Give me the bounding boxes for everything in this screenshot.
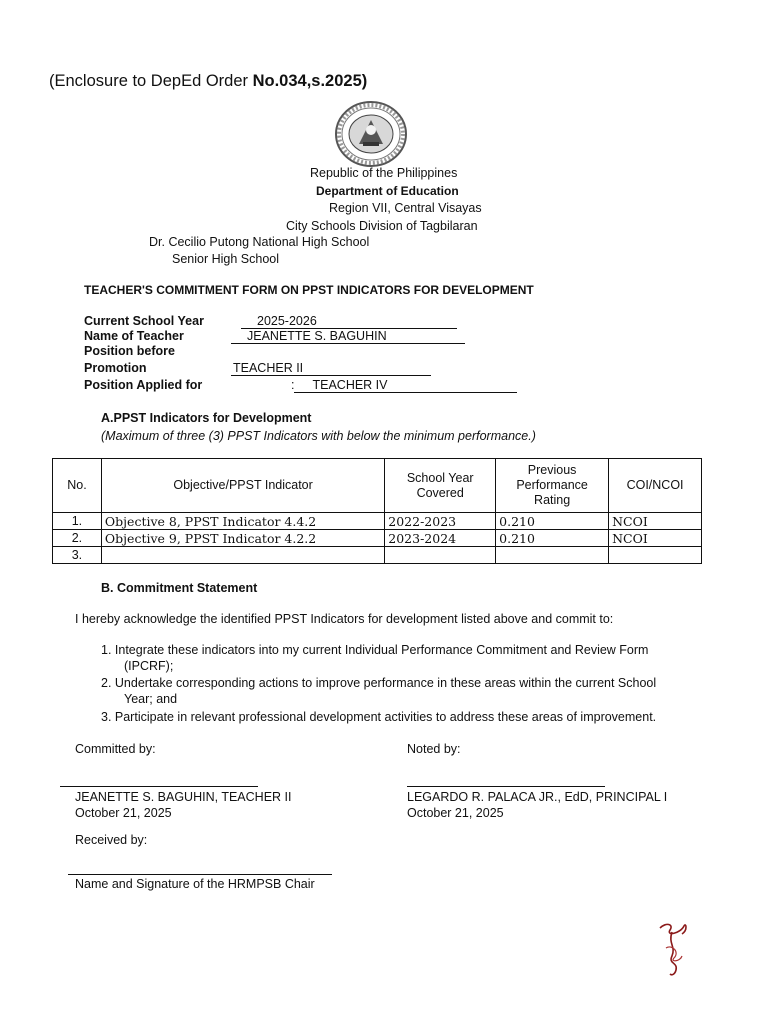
section-b-title: B. Commitment Statement	[101, 581, 258, 595]
position-before-label-2: Promotion	[84, 361, 147, 375]
table-header-row	[53, 459, 702, 513]
commitment-item-2-cont: Year; and	[124, 692, 178, 706]
commitment-intro: I hereby acknowledge the identified PPST Indicators for development listed above and commit to:	[75, 612, 614, 626]
table-row	[53, 530, 702, 547]
row-no: 2.	[53, 530, 102, 547]
handwritten-signature-icon	[654, 918, 694, 978]
row-coi	[609, 547, 702, 564]
noted-date: October 21, 2025	[407, 806, 504, 820]
noted-by-label: Noted by:	[407, 742, 461, 756]
committed-signature-line[interactable]	[60, 786, 258, 787]
teacher-label: Name of Teacher	[84, 329, 184, 343]
row-rating: 0.210	[496, 513, 609, 530]
enclosure-note	[49, 72, 367, 91]
received-by-label: Received by:	[75, 833, 148, 847]
school-year-label: Current School Year	[84, 314, 204, 328]
teacher-field[interactable]	[231, 329, 465, 344]
row-rating: 0.210	[496, 530, 609, 547]
received-signature-line[interactable]	[68, 874, 332, 875]
header-indicator: Objective/PPST Indicator	[101, 459, 384, 513]
committed-name: JEANETTE S. BAGUHIN, TEACHER II	[75, 790, 292, 804]
committed-date: October 21, 2025	[75, 806, 172, 820]
committed-by-label: Committed by:	[75, 742, 156, 756]
header-republic: Republic of the Philippines	[310, 166, 458, 180]
commitment-item-1: 1. Integrate these indicators into my current Individual Performance Commitment and Review Form	[101, 643, 649, 657]
header-level: Senior High School	[172, 252, 280, 266]
commitment-item-1-cont: (IPCRF);	[124, 659, 174, 673]
row-coi: NCOI	[609, 513, 702, 530]
header-rating: Previous Performance Rating	[496, 459, 609, 513]
table-row	[53, 513, 702, 530]
ppst-table	[52, 458, 702, 564]
received-name: Name and Signature of the HRMPSB Chair	[75, 877, 315, 891]
position-applied-value: TEACHER IV	[294, 378, 517, 393]
row-no: 3.	[53, 547, 102, 564]
header-department: Department of Education	[316, 184, 459, 198]
noted-signature-line[interactable]	[407, 786, 605, 787]
school-year-field[interactable]	[241, 314, 457, 329]
position-before-value: TEACHER II	[231, 361, 431, 376]
row-no: 1.	[53, 513, 102, 530]
commitment-item-2: 2. Undertake corresponding actions to improve performance in these areas within the current School	[101, 676, 657, 690]
enclosure-order: No.034,s.2025)	[252, 72, 368, 90]
row-coi: NCOI	[609, 530, 702, 547]
header-division: City Schools Division of Tagbilaran	[286, 219, 478, 233]
row-indicator: Objective 8, PPST Indicator 4.4.2	[101, 513, 384, 530]
noted-name: LEGARDO R. PALACA JR., EdD, PRINCIPAL I	[407, 790, 668, 804]
teacher-value: JEANETTE S. BAGUHIN	[231, 329, 465, 344]
row-year	[385, 547, 496, 564]
section-a-subtitle: (Maximum of three (3) PPST Indicators with below the minimum performance.)	[101, 429, 536, 443]
header-year: School Year Covered	[385, 459, 496, 513]
row-indicator: Objective 9, PPST Indicator 4.2.2	[101, 530, 384, 547]
section-a-title: A.PPST Indicators for Development	[101, 411, 312, 425]
header-coi: COI/NCOI	[609, 459, 702, 513]
commitment-item-3: 3. Participate in relevant professional development activities to address these areas of improvement.	[101, 710, 657, 724]
position-applied-colon: :	[291, 378, 295, 392]
position-applied-label: Position Applied for	[84, 378, 203, 392]
position-before-label-1: Position before	[84, 344, 175, 358]
row-year: 2023-2024	[385, 530, 496, 547]
position-applied-field[interactable]	[291, 378, 517, 393]
form-title: TEACHER'S COMMITMENT FORM ON PPST INDICATORS FOR DEVELOPMENT	[84, 283, 534, 297]
school-year-value: 2025-2026	[241, 314, 457, 329]
header-no: No.	[53, 459, 102, 513]
header-region: Region VII, Central Visayas	[329, 201, 482, 215]
enclosure-prefix: (Enclosure to DepEd Order	[49, 72, 253, 90]
deped-seal-icon	[333, 100, 409, 168]
row-indicator	[101, 547, 384, 564]
row-rating	[496, 547, 609, 564]
header-school: Dr. Cecilio Putong National High School	[149, 235, 370, 249]
table-row	[53, 547, 702, 564]
row-year: 2022-2023	[385, 513, 496, 530]
position-before-field[interactable]	[231, 361, 431, 376]
